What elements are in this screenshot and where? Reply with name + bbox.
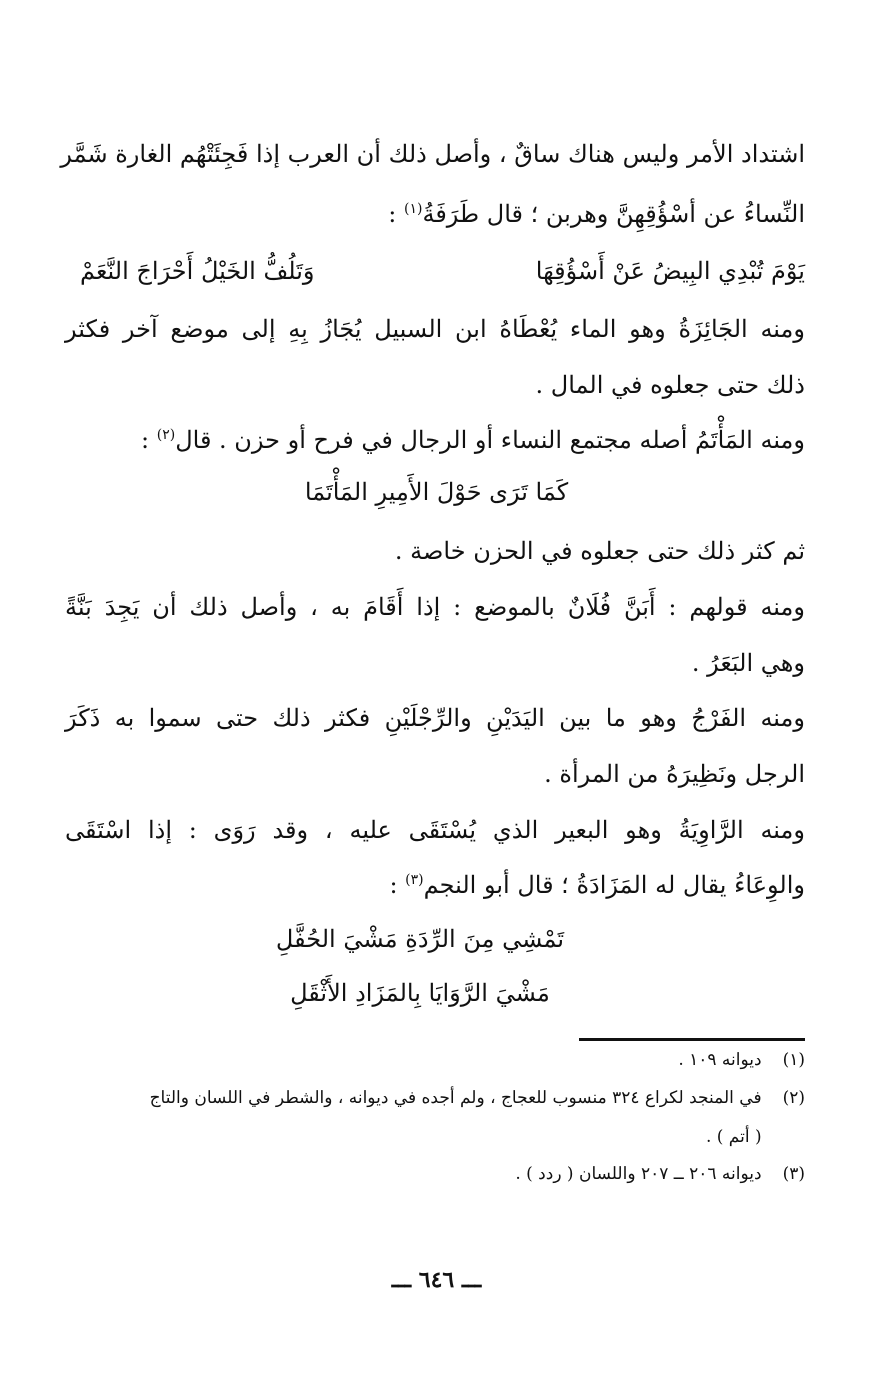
- text-line-11: ومنه الرَّاوِيَةُ وهو البعير الذي يُسْتَقَى عليه ، وقد رَوَى : إذا اسْتَقَى: [65, 816, 805, 844]
- text-line-1: اشتداد الأمر وليس هناك ساقٌ ، وأصل ذلك أن العرب إذا فَجِئَتْهُم الغارة شَمَّر: [60, 140, 805, 168]
- verse-tarafa-second-hemistich: وَتَلُفُّ الخَيْلُ أَحْرَاجَ النَّعَمْ: [80, 257, 315, 285]
- footnote-3: [60, 1161, 805, 1187]
- footnote-2: [60, 1085, 805, 1111]
- footnote-3-text: ديوانه ٢٠٦ ــ ٢٠٧ واللسان ( ردد ) .: [515, 1164, 762, 1184]
- verse-maatam: كَمَا تَرَى حَوْلَ الأَمِيرِ المَأْتَمَا: [304, 478, 569, 506]
- footnote-separator: [579, 1038, 805, 1041]
- text-line-6: ثم كثر ذلك حتى جعلوه في الحزن خاصة .: [394, 537, 805, 565]
- footnote-ref-1: (١): [403, 201, 423, 217]
- text-line-2: [65, 197, 805, 231]
- text-line-5: [65, 423, 805, 457]
- footnote-1: [60, 1047, 805, 1073]
- footnote-2-continued: [60, 1124, 805, 1150]
- text-line-12: [65, 868, 805, 902]
- colon: :: [141, 426, 157, 454]
- verse-tarafa-first-hemistich: يَوْمَ تُبْدِي البِيضُ عَنْ أَسْؤُقِهَا: [535, 257, 805, 285]
- footnote-2-number: (٢): [782, 1088, 805, 1108]
- footnote-2-continued-text: ( أتم ) .: [705, 1127, 762, 1147]
- text-line-9: ومنه الفَرْجُ وهو ما بين اليَدَيْنِ والرِّجْلَيْنِ فكثر ذلك حتى سموا به ذَكَرَ: [65, 704, 805, 732]
- footnote-ref-3: (٣): [405, 872, 424, 888]
- text-line-2-content: النِّساءُ عن أسْؤُقِهِنَّ وهربن ؛ قال طَرَفَةُ: [422, 200, 805, 228]
- footnote-ref-2: (٢): [156, 427, 176, 443]
- footnote-2-text: في المنجد لكراع ٣٢٤ منسوب للعجاج ، ولم أجده في ديوانه ، والشطر في اللسان والتاج: [149, 1088, 762, 1108]
- colon: :: [389, 871, 406, 899]
- text-line-10: الرجل ونَظِيرَهُ من المرأة .: [544, 760, 805, 788]
- verse-najm-line-1: تَمْشِي مِنَ الرِّدَةِ مَشْيَ الحُفَّلِ: [275, 925, 565, 953]
- text-line-4: ذلك حتى جعلوه في المال .: [535, 371, 805, 399]
- text-line-5-content: ومنه المَأْتَمُ أصله مجتمع النساء أو الرجال في فرح أو حزن . قال: [175, 426, 805, 454]
- text-line-8: وهي البَعَرُ .: [691, 649, 805, 677]
- footnote-3-number: (٣): [782, 1164, 805, 1184]
- text-line-7: ومنه قولهم : أَبَنَّ فُلَانٌ بالموضع : إذا أَقَامَ به ، وأصل ذلك أن يَجِدَ بَنَّةً: [65, 593, 805, 621]
- colon: :: [388, 200, 404, 228]
- text-line-3: ومنه الجَائِزَةُ وهو الماء يُعْطَاهُ ابن السبيل يُجَازُ بِهِ إلى موضع آخر فكثر: [65, 315, 805, 343]
- footnote-1-text: ديوانه ١٠٩ .: [678, 1050, 762, 1070]
- footnote-1-number: (١): [782, 1050, 805, 1070]
- verse-najm-line-2: مَشْيَ الرَّوَايَا بِالمَزَادِ الأَثْقَلِ: [290, 979, 550, 1007]
- text-line-12-content: والوِعَاءُ يقال له المَزَادَةُ ؛ قال أبو النجم: [423, 871, 805, 899]
- page-number: ـــ ٦٤٦ ـــ: [391, 1267, 482, 1293]
